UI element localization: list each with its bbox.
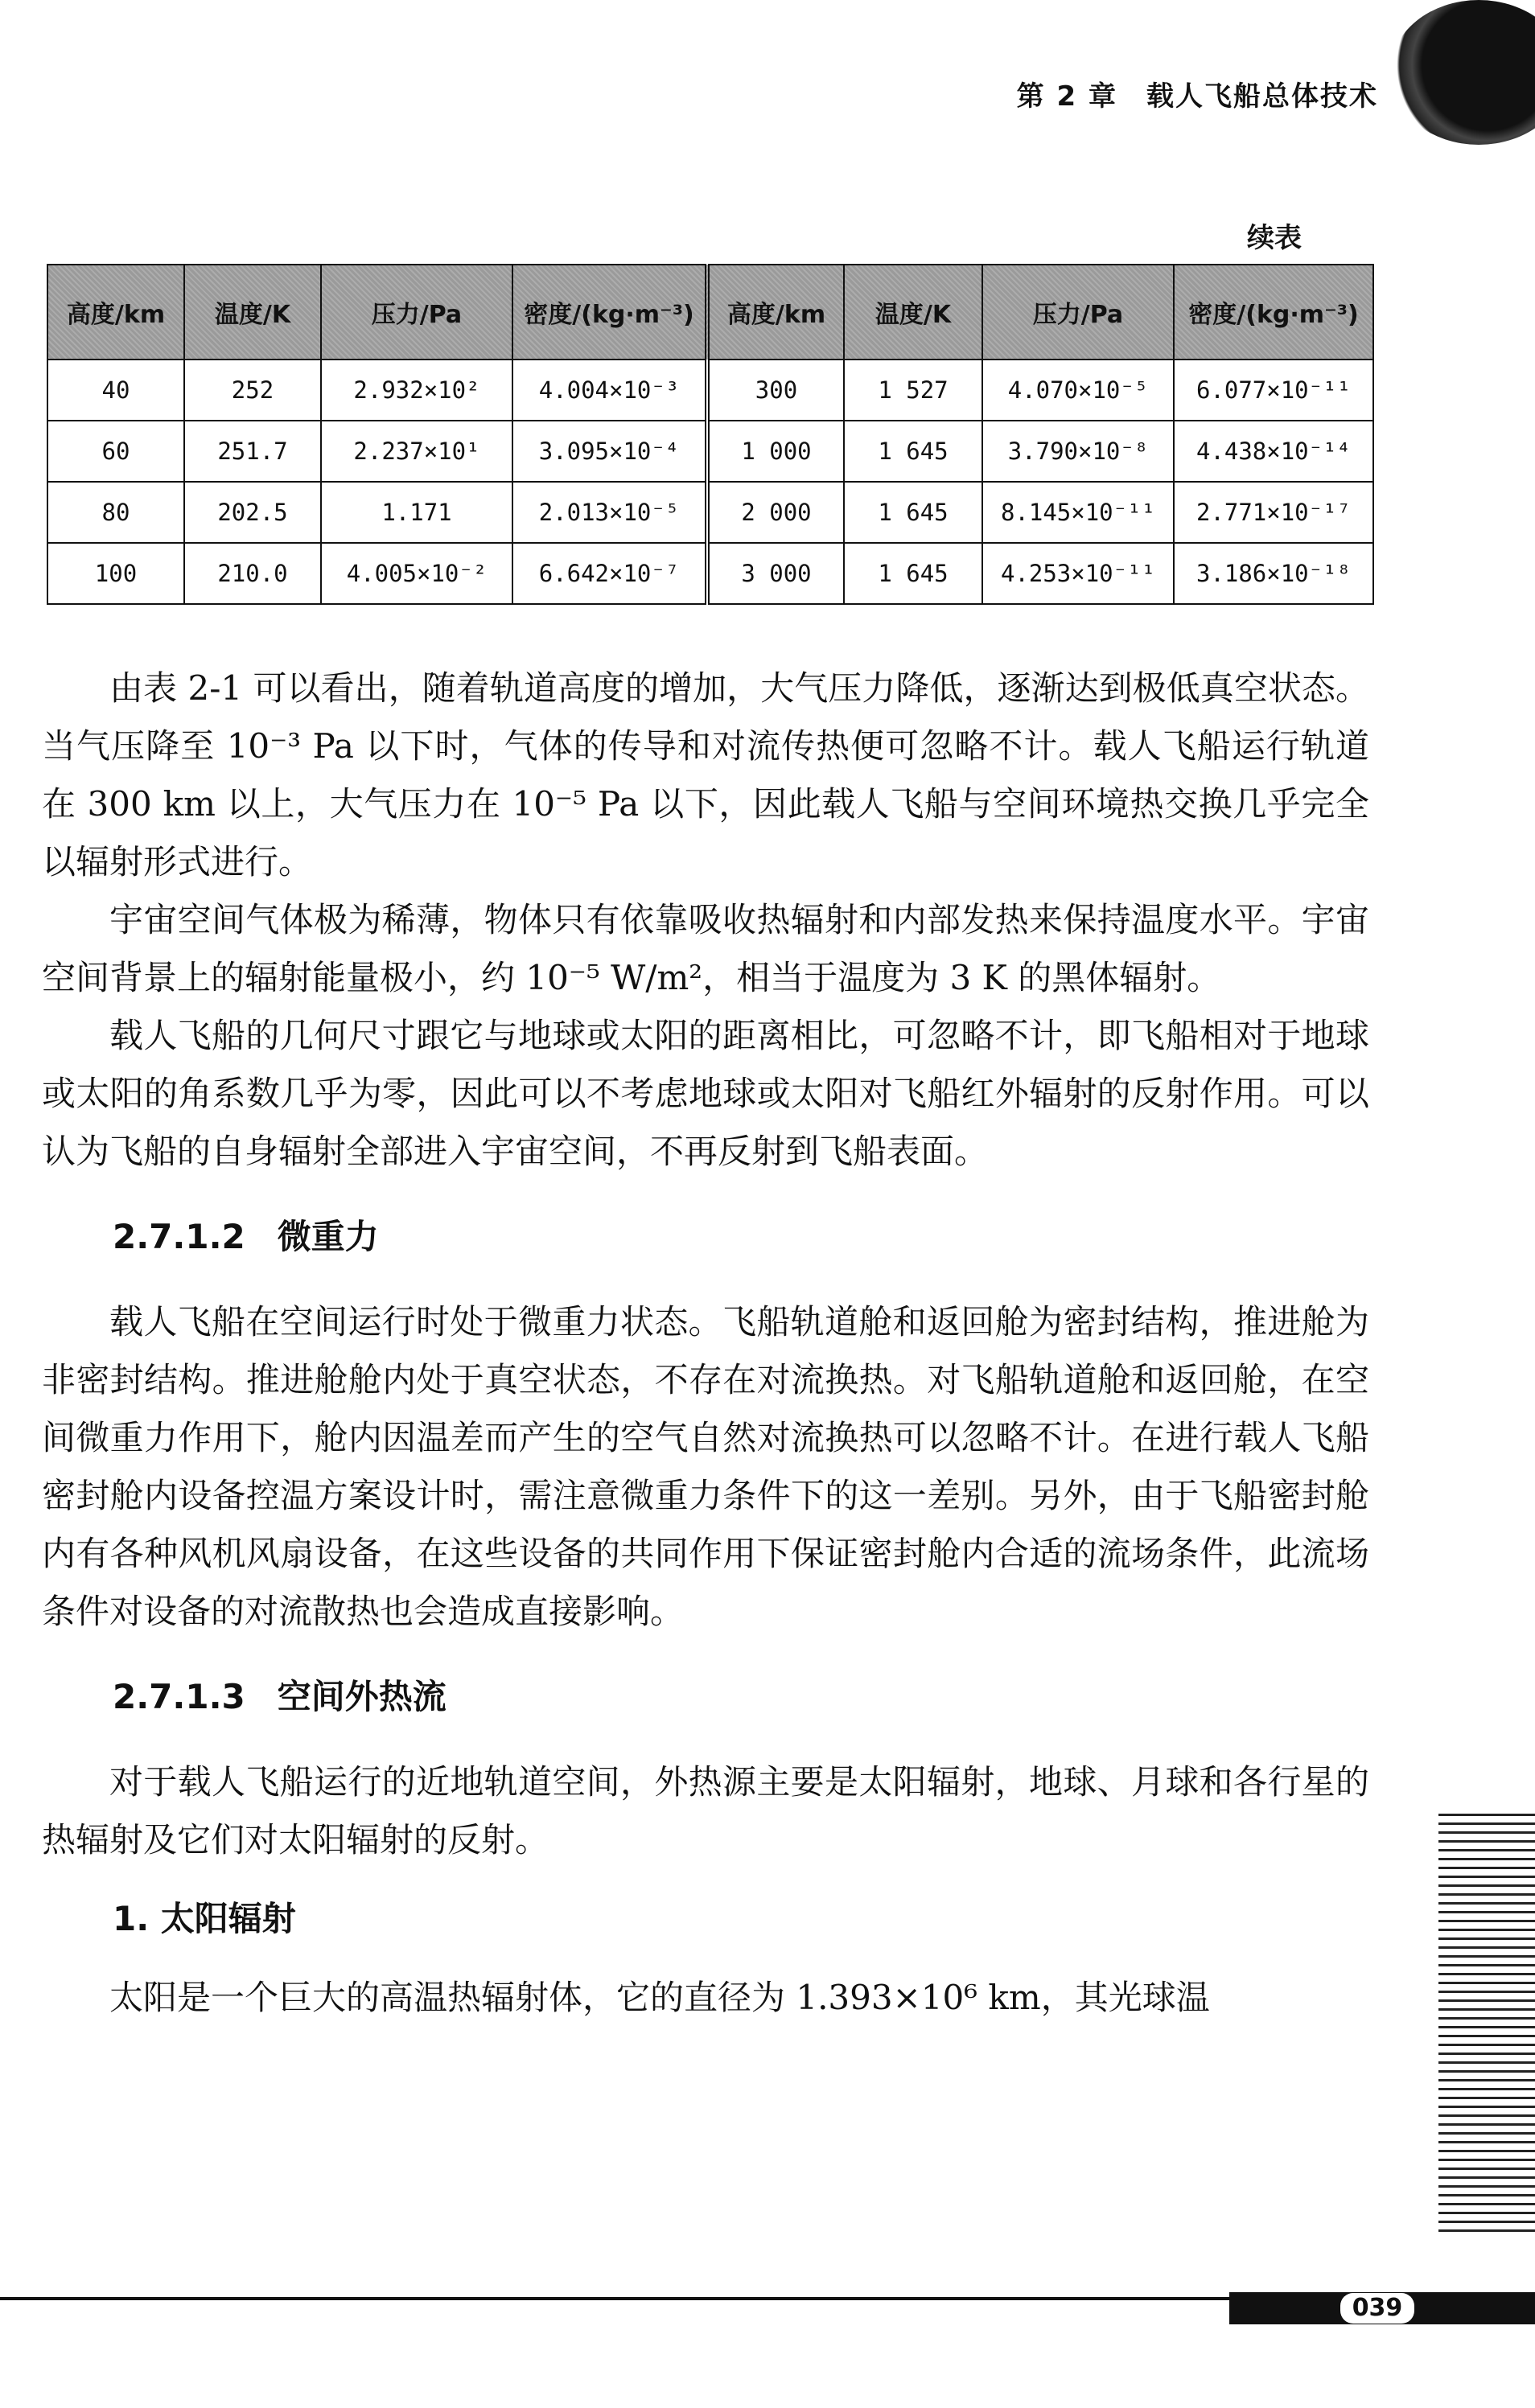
table-cell: 1 645	[844, 421, 982, 482]
table-cell: 1 645	[844, 543, 982, 604]
table-cell: 210.0	[184, 543, 321, 604]
table-cell: 1.171	[321, 482, 512, 543]
table-cell: 252	[184, 360, 321, 421]
table-cell: 2.771×10⁻¹⁷	[1174, 482, 1373, 543]
table-cell: 4.005×10⁻²	[321, 543, 512, 604]
table-cell: 6.642×10⁻⁷	[512, 543, 707, 604]
header-cell: 温度/K	[844, 265, 982, 360]
table-cell: 2.013×10⁻⁵	[512, 482, 707, 543]
table-cell: 1 000	[707, 421, 844, 482]
table-header-row	[47, 265, 1373, 360]
body-text	[42, 660, 1369, 2027]
chapter-corner-ornament	[1390, 0, 1535, 145]
header-cell: 温度/K	[184, 265, 321, 360]
table-cell: 4.070×10⁻⁵	[982, 360, 1174, 421]
section-heading	[42, 1208, 1369, 1266]
section-heading	[42, 1668, 1369, 1726]
chapter-title: 载人飞船总体技术	[1146, 80, 1378, 113]
paragraph: 由表 2-1 可以看出，随着轨道高度的增加，大气压力降低，逐渐达到极低真空状态。当气压降至 10⁻³ Pa 以下时，气体的传导和对流传热便可忽略不计。载人飞船运行轨道在 300 km 以上，大气压力在 10⁻⁵ Pa 以下，因此载人飞船与空间环境热交换几乎完全以辐射形式进行。	[42, 668, 1369, 881]
paragraph: 宇宙空间气体极为稀薄，物体只有依靠吸收热辐射和内部发热来保持温度水平。宇宙空间背景上的辐射能量极小，约 10⁻⁵ W/m²，相当于温度为 3 K 的黑体辐射。	[42, 900, 1369, 997]
table-row	[47, 421, 1373, 482]
running-header	[1017, 74, 1378, 113]
section-number: 2.7.1.3	[113, 1677, 245, 1716]
table-cell: 2 000	[707, 482, 844, 543]
table-row	[47, 482, 1373, 543]
table-cell: 3.186×10⁻¹⁸	[1174, 543, 1373, 604]
table-cell: 3 000	[707, 543, 844, 604]
table-cell: 1 645	[844, 482, 982, 543]
table-cell: 2.237×10¹	[321, 421, 512, 482]
table-cell: 2.932×10²	[321, 360, 512, 421]
atmosphere-table	[47, 264, 1374, 605]
table-cell: 8.145×10⁻¹¹	[982, 482, 1174, 543]
header-cell: 密度/(kg·m⁻³)	[1174, 265, 1373, 360]
header-cell: 高度/km	[707, 265, 844, 360]
header-cell: 压力/Pa	[982, 265, 1174, 360]
table-row	[47, 360, 1373, 421]
subsection-heading: 1. 太阳辐射	[113, 1899, 296, 1938]
table-cell: 4.253×10⁻¹¹	[982, 543, 1174, 604]
table-cell: 3.095×10⁻⁴	[512, 421, 707, 482]
paragraph: 对于载人飞船运行的近地轨道空间，外热源主要是太阳辐射，地球、月球和各行星的热辐射及它们对太阳辐射的反射。	[42, 1762, 1369, 1859]
table-cell: 4.438×10⁻¹⁴	[1174, 421, 1373, 482]
header-cell: 密度/(kg·m⁻³)	[512, 265, 707, 360]
section-title: 空间外热流	[277, 1677, 447, 1716]
table-cell: 300	[707, 360, 844, 421]
table-cell: 1 527	[844, 360, 982, 421]
table-cell: 6.077×10⁻¹¹	[1174, 360, 1373, 421]
table-row	[47, 543, 1373, 604]
paragraph: 载人飞船的几何尺寸跟它与地球或太阳的距离相比，可忽略不计，即飞船相对于地球或太阳的角系数几乎为零，因此可以不考虑地球或太阳对飞船红外辐射的反射作用。可以认为飞船的自身辐射全部进入宇宙空间，不再反射到飞船表面。	[42, 1016, 1369, 1171]
section-title: 微重力	[277, 1217, 379, 1256]
table-cell: 202.5	[184, 482, 321, 543]
table-cell: 60	[47, 421, 184, 482]
table-cell: 4.004×10⁻³	[512, 360, 707, 421]
table-cell: 40	[47, 360, 184, 421]
section-number: 2.7.1.2	[113, 1217, 245, 1256]
page-number: 039	[1340, 2293, 1414, 2324]
header-cell: 压力/Pa	[321, 265, 512, 360]
table-continued-label: 续表	[1247, 222, 1302, 254]
table-cell: 100	[47, 543, 184, 604]
margin-thumb-lines	[1438, 1814, 1535, 2232]
header-cell: 高度/km	[47, 265, 184, 360]
paragraph: 载人飞船在空间运行时处于微重力状态。飞船轨道舱和返回舱为密封结构，推进舱为非密封结构。推进舱舱内处于真空状态，不存在对流换热。对飞船轨道舱和返回舱，在空间微重力作用下，舱内因温差而产生的空气自然对流换热可以忽略不计。在进行载人飞船密封舱内设备控温方案设计时，需注意微重力条件下的这一差别。另外，由于飞船密封舱内有各种风机风扇设备，在这些设备的共同作用下保证密封舱内合适的流场条件，此流场条件对设备的对流散热也会造成直接影响。	[42, 1302, 1369, 1631]
chapter-number: 第 2 章	[1016, 80, 1117, 113]
paragraph: 太阳是一个巨大的高温热辐射体，它的直径为 1.393×10⁶ km，其光球温	[109, 1978, 1210, 2017]
table-cell: 3.790×10⁻⁸	[982, 421, 1174, 482]
table-cell: 80	[47, 482, 184, 543]
table-cell: 251.7	[184, 421, 321, 482]
